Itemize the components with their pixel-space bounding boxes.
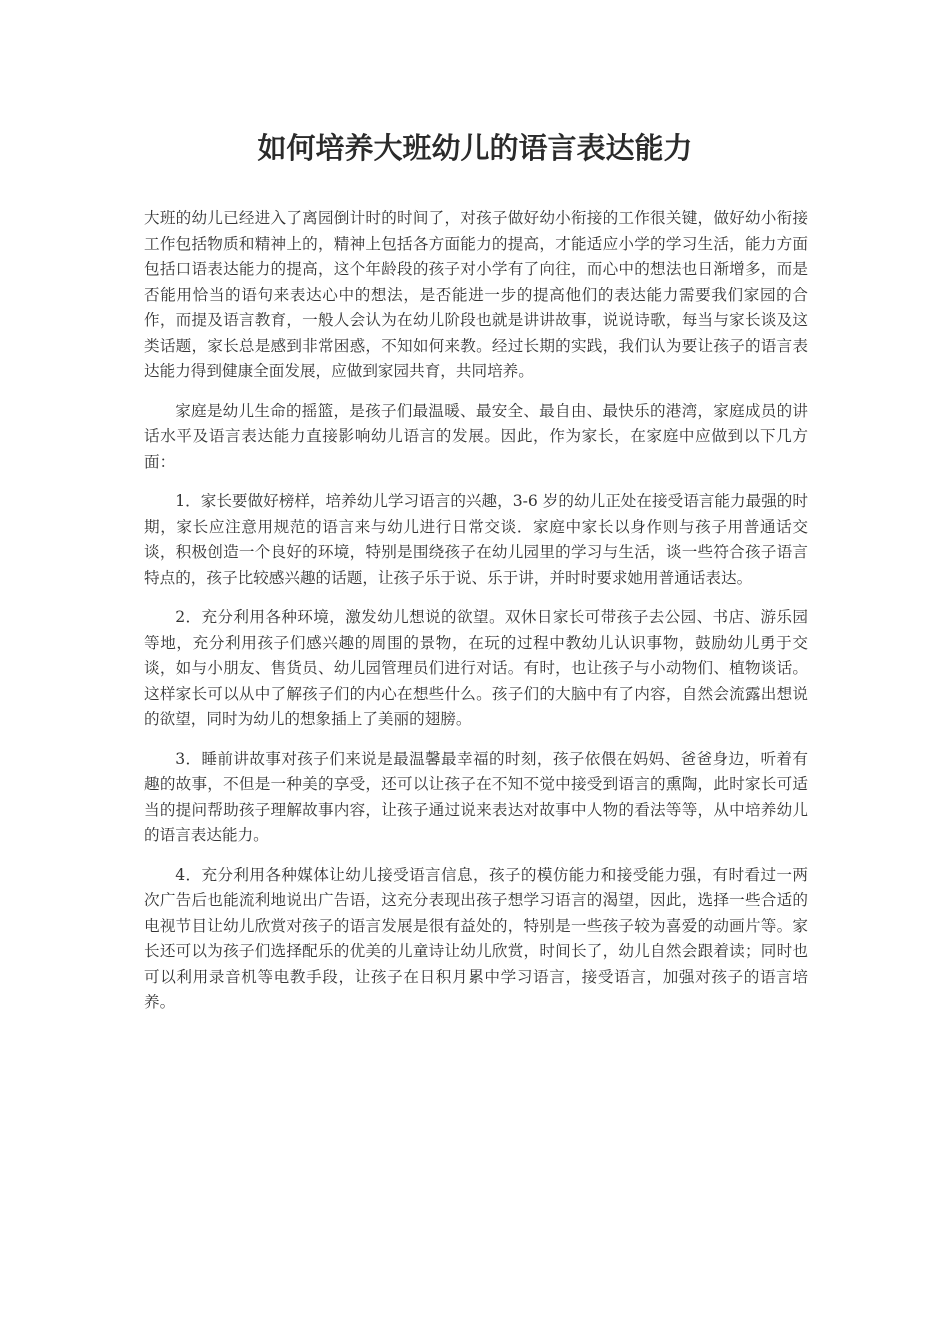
paragraph-point-4: 4．充分利用各种媒体让幼儿接受语言信息，孩子的模仿能力和接受能力强，有时看过一两次广告后也能流利地说出广告语，这充分表现出孩子想学习语言的渴望，因此，选择一些合适的电视节目让幼儿欣赏对孩子的语言发展是很有益处的，特别是一些孩子较为喜爱的动画片等。家长还可以为孩子们选择配乐的优美的儿童诗让幼儿欣赏，时间长了，幼儿自然会跟着读；同时也可以利用录音机等电教手段，让孩子在日积月累中学习语言，接受语言，加强对孩子的语言培养。: [144, 865, 808, 1011]
paragraph-point-1: 1．家长要做好榜样，培养幼儿学习语言的兴趣，3-6 岁的幼儿正处在接受语言能力最强的时期，家长应注意用规范的语言来与幼儿进行日常交谈．家庭中家长以身作则与孩子用普通话交谈，积极创造一个良好的环境，特别是围绕孩子在幼儿园里的学习与生活，谈一些符合孩子语言特点的，孩子比较感兴趣的话题，让孩子乐于说、乐于讲，并时时要求她用普通话表达。: [144, 492, 808, 587]
paragraph-point-2: 2．充分利用各种环境，激发幼儿想说的欲望。双休日家长可带孩子去公园、书店、游乐园等地，充分利用孩子们感兴趣的周围的景物，在玩的过程中教幼儿认识事物，鼓励幼儿勇于交谈，如与小朋友、售货员、幼儿园管理员们进行对话。有时，也让孩子与小动物们、植物谈话。这样家长可以从中了解孩子们的内心在想些什么。孩子们的大脑中有了内容，自然会流露出想说的欲望，同时为幼儿的想象插上了美丽的翅膀。: [144, 608, 808, 728]
paragraph-intro: 大班的幼儿已经进入了离园倒计时的时间了，对孩子做好幼小衔接的工作很关键，做好幼小衔接工作包括物质和精神上的，精神上包括各方面能力的提高，才能适应小学的学习生活，能力方面包括口语表达能力的提高，这个年龄段的孩子对小学有了向往，而心中的想法也日渐增多，而是否能用恰当的语句来表达心中的想法，是否能进一步的提高他们的表达能力需要我们家园的合作，而提及语言教育，一般人会认为在幼儿阶段也就是讲讲故事，说说诗歌，每当与家长谈及这类话题，家长总是感到非常困惑，不知如何来教。经过长期的实践，我们认为要让孩子的语言表达能力得到健康全面发展，应做到家园共育，共同培养。: [144, 209, 808, 380]
document-body: [144, 206, 808, 1030]
document-title: 如何培养大班幼儿的语言表达能力: [257, 131, 693, 165]
paragraph-point-3: 3．睡前讲故事对孩子们来说是最温馨最幸福的时刻，孩子依偎在妈妈、爸爸身边，听着有趣的故事，不但是一种美的享受，还可以让孩子在不知不觉中接受到语言的熏陶，此时家长可适当的提问帮助孩子理解故事内容，让孩子通过说来表达对故事中人物的看法等等，从中培养幼儿的语言表达能力。: [144, 749, 808, 844]
paragraph-family: 家庭是幼儿生命的摇篮，是孩子们最温暖、最安全、最自由、最快乐的港湾，家庭成员的讲话水平及语言表达能力直接影响幼儿语言的发展。因此，作为家长，在家庭中应做到以下几方面：: [144, 401, 808, 471]
